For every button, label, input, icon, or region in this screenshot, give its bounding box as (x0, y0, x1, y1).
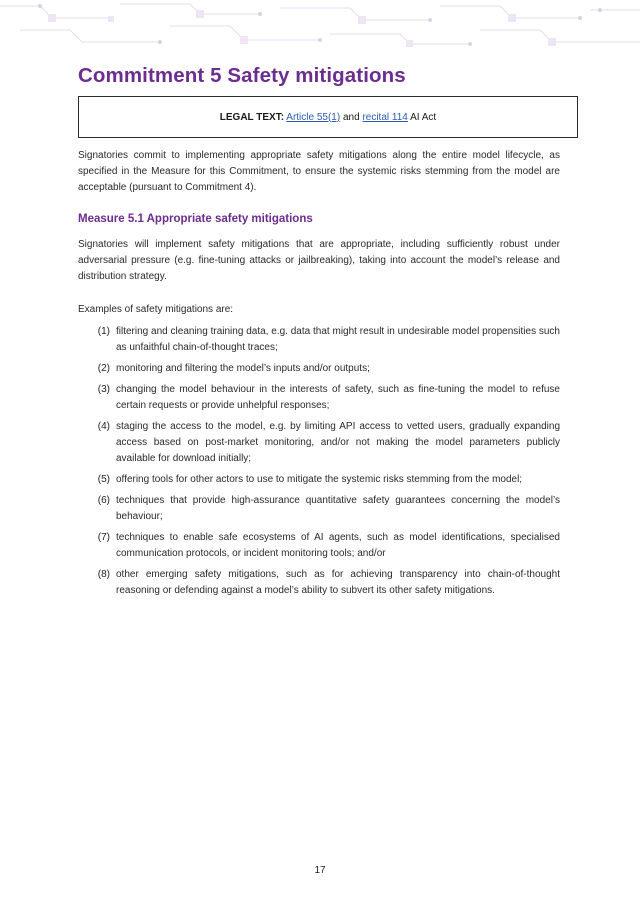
page-title: Commitment 5 Safety mitigations (78, 64, 406, 87)
recital-114-link[interactable]: recital 114 (362, 111, 408, 123)
list-item-text: offering tools for other actors to use to mitigate the systemic risks stemming from the model; (116, 474, 523, 485)
examples-intro: Examples of safety mitigations are: (78, 304, 234, 315)
list-item (78, 361, 560, 377)
article-55-link[interactable]: Article 55(1) (286, 111, 341, 123)
list-item-number: (8) (97, 569, 110, 580)
page-number: 17 (314, 865, 326, 876)
list-item (78, 419, 560, 467)
list-item (78, 324, 560, 356)
list-item-number: (2) (97, 363, 110, 374)
list-item (78, 493, 560, 525)
legal-text-box (78, 96, 578, 138)
list-item (78, 472, 560, 488)
list-item-number: (3) (97, 384, 110, 395)
list-item-text: techniques to enable safe ecosystems of AI agents, such as model identifications, specialised communication protocols, or incident monitoring tools; and/or (116, 532, 560, 559)
list-item-text: other emerging safety mitigations, such as for achieving transparency into chain-of-thought reasoning or defending against a model’s ability to subvert its other safety mitigations. (116, 569, 560, 596)
list-item-number: (5) (97, 474, 110, 485)
list-item (78, 530, 560, 562)
decorative-header-pattern (0, 0, 640, 48)
legal-text-label: LEGAL TEXT: (219, 111, 285, 123)
list-item-text: techniques that provide high-assurance quantitative safety guarantees concerning the model’s behaviour; (116, 495, 560, 522)
measure-body: Signatories will implement safety mitigations that are appropriate, including sufficiently robust under adversarial pressure (e.g. fine-tuning attacks or jailbreaking), taking into account the model’s release and distribution strategy. (78, 239, 560, 282)
list-item-number: (1) (97, 326, 110, 337)
list-item-text: staging the access to the model, e.g. by limiting API access to vetted users, gradually expanding access based on post-market monitoring, and/or not making the model parameters publicly available for download initially; (116, 421, 560, 464)
list-item-number: (4) (97, 421, 110, 432)
measure-title: Measure 5.1 Appropriate safety mitigations (78, 213, 313, 225)
list-item-text: filtering and cleaning training data, e.g. data that might result in undesirable model propensities such as unfaithful chain-of-thought traces; (116, 326, 560, 353)
legal-suffix: AI Act (410, 111, 437, 123)
commitment-intro: Signatories commit to implementing appropriate safety mitigations along the entire model lifecycle, as specified in the Measure for this Commitment, to ensure the systemic risks stemming from the model are acceptable (pursuant to Commitment 4). (78, 150, 560, 193)
list-item-text: monitoring and filtering the model’s inputs and/or outputs; (116, 363, 370, 374)
list-item (78, 567, 560, 599)
legal-and: and (342, 111, 360, 123)
mitigations-list (78, 324, 560, 604)
list-item-text: changing the model behaviour in the interests of safety, such as fine-tuning the model to refuse certain requests or provide unhelpful responses; (116, 384, 560, 411)
list-item (78, 382, 560, 414)
list-item-number: (6) (97, 495, 110, 506)
list-item-number: (7) (97, 532, 110, 543)
